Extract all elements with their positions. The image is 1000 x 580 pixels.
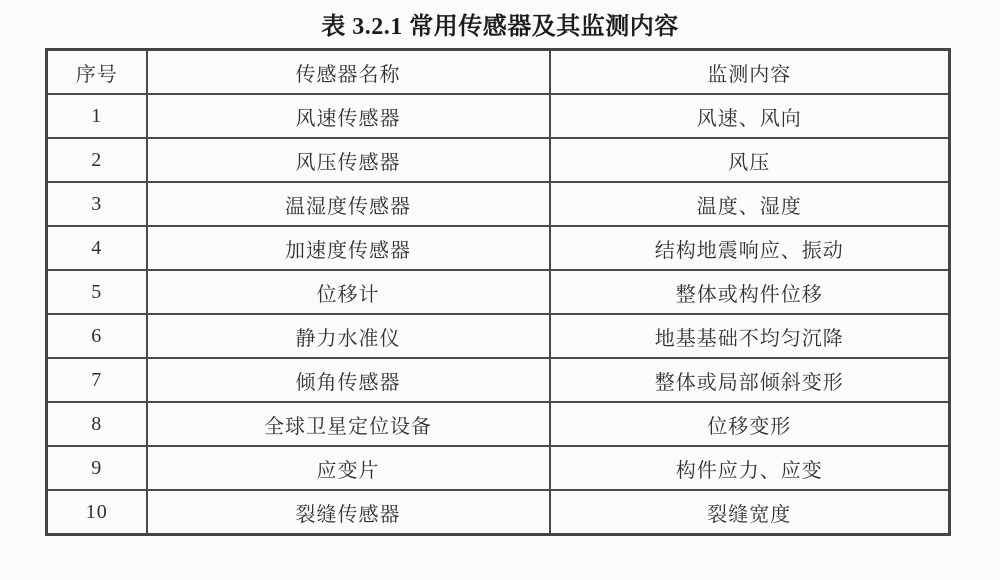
sensor-name-cell: 倾角传感器 — [147, 358, 550, 402]
monitored-content-cell: 温度、湿度 — [550, 182, 950, 226]
monitored-content-cell: 结构地震响应、振动 — [550, 226, 950, 270]
monitored-content-cell: 位移变形 — [550, 402, 950, 446]
sensor-name-cell: 加速度传感器 — [147, 226, 550, 270]
row-number-cell: 3 — [47, 182, 147, 226]
header-row — [47, 50, 950, 95]
row-number-cell: 2 — [47, 138, 147, 182]
table-container — [45, 48, 951, 536]
row-number-cell: 5 — [47, 270, 147, 314]
sensor-name-cell: 风速传感器 — [147, 94, 550, 138]
table-row — [47, 490, 950, 535]
monitored-content-cell: 构件应力、应变 — [550, 446, 950, 490]
table-row — [47, 358, 950, 402]
sensor-name-cell: 风压传感器 — [147, 138, 550, 182]
table-row — [47, 182, 950, 226]
table-row — [47, 446, 950, 490]
table-row — [47, 94, 950, 138]
table-row — [47, 402, 950, 446]
monitored-content-cell: 裂缝宽度 — [550, 490, 950, 535]
monitored-content-cell: 地基基础不均匀沉降 — [550, 314, 950, 358]
sensor-name-cell: 应变片 — [147, 446, 550, 490]
table-row — [47, 314, 950, 358]
sensor-name-cell: 位移计 — [147, 270, 550, 314]
row-number-cell: 10 — [47, 490, 147, 535]
column-header-monitored-content: 监测内容 — [550, 50, 950, 95]
column-header-number: 序号 — [47, 50, 147, 95]
sensor-name-cell: 全球卫星定位设备 — [147, 402, 550, 446]
row-number-cell: 4 — [47, 226, 147, 270]
sensor-name-cell: 静力水准仪 — [147, 314, 550, 358]
sensor-name-cell: 裂缝传感器 — [147, 490, 550, 535]
monitored-content-cell: 风压 — [550, 138, 950, 182]
row-number-cell: 1 — [47, 94, 147, 138]
table-row — [47, 270, 950, 314]
monitored-content-cell: 整体或局部倾斜变形 — [550, 358, 950, 402]
row-number-cell: 7 — [47, 358, 147, 402]
table-row — [47, 226, 950, 270]
row-number-cell: 9 — [47, 446, 147, 490]
table-body — [47, 94, 950, 535]
column-header-sensor-name: 传感器名称 — [147, 50, 550, 95]
table-row — [47, 138, 950, 182]
monitored-content-cell: 整体或构件位移 — [550, 270, 950, 314]
monitored-content-cell: 风速、风向 — [550, 94, 950, 138]
sensor-table — [45, 48, 951, 536]
table-title: 表 3.2.1 常用传感器及其监测内容 — [321, 14, 679, 40]
sensor-name-cell: 温湿度传感器 — [147, 182, 550, 226]
row-number-cell: 6 — [47, 314, 147, 358]
row-number-cell: 8 — [47, 402, 147, 446]
